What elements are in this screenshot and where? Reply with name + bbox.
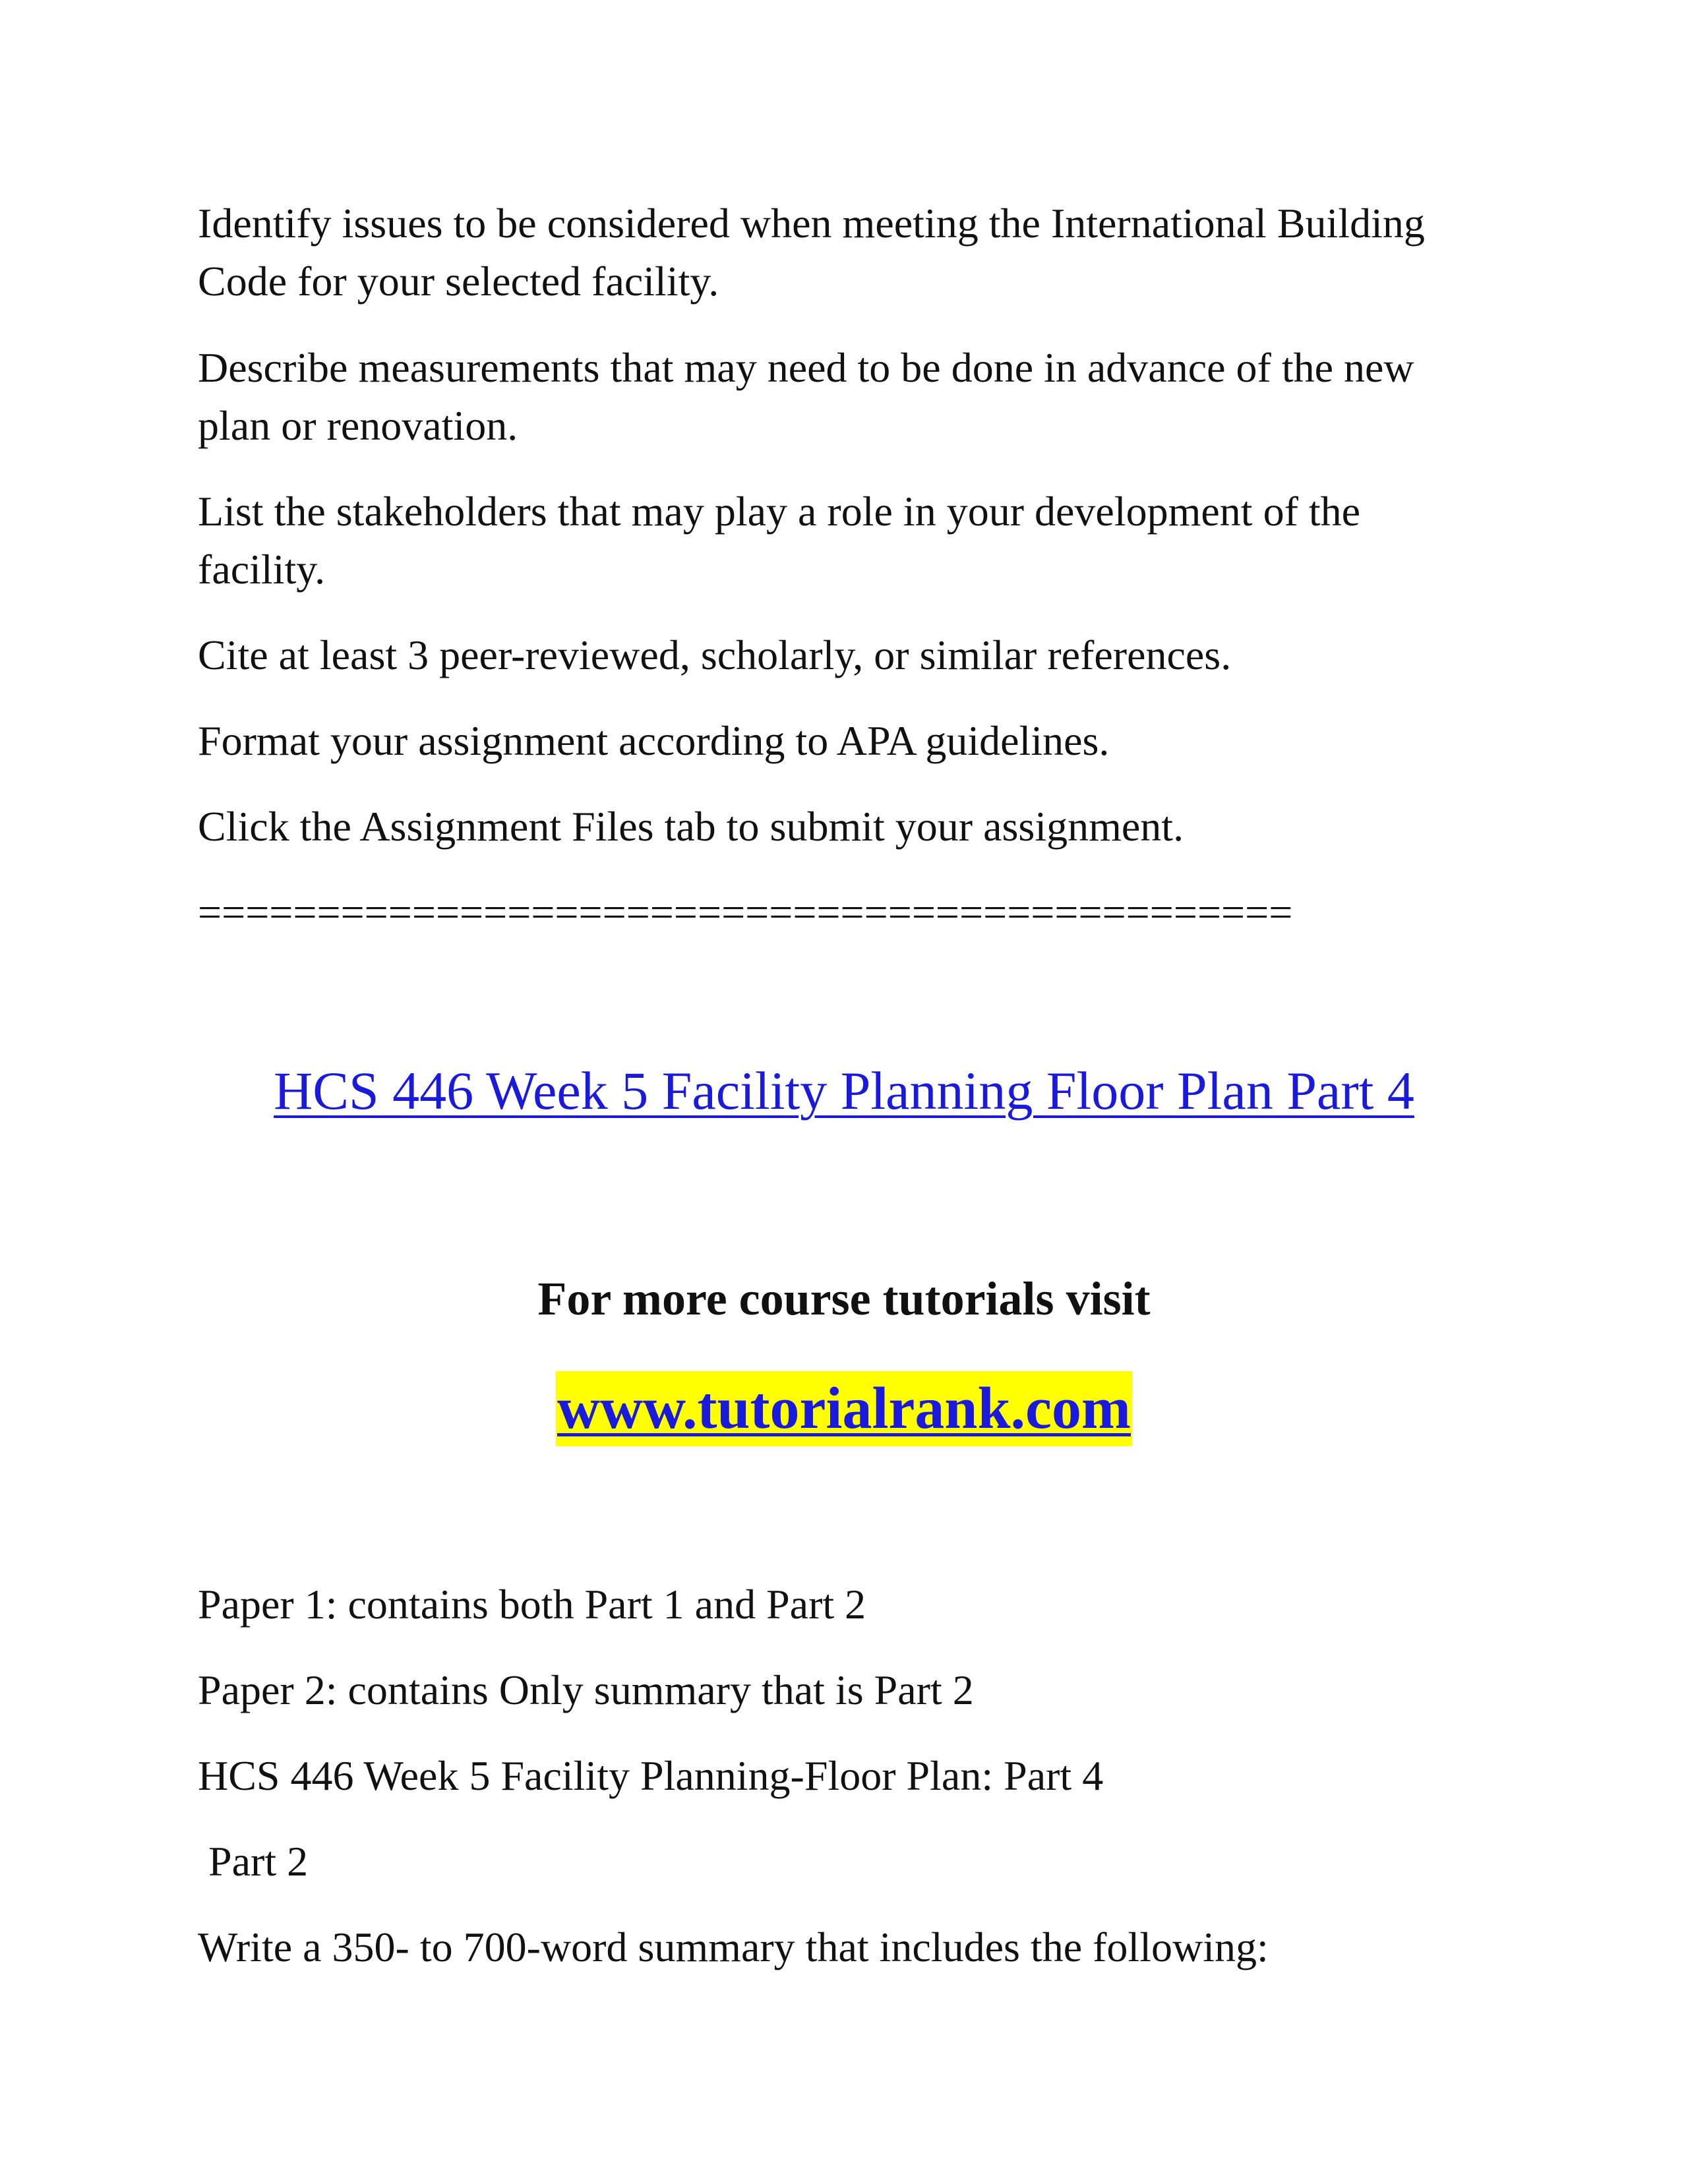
website-link[interactable]: www.tutorialrank.com [556,1371,1132,1446]
instruction-stakeholders: List the stakeholders that may play a role in your development of the facility. [198,488,1361,593]
part-2-heading: Part 2 [198,1838,309,1885]
instruction-submit: Click the Assignment Files tab to submit your assignment. [198,803,1184,850]
assignment-heading: HCS 446 Week 5 Facility Planning-Floor Plan: Part 4 [198,1752,1104,1799]
website-container [0,1371,1688,1450]
instruction-apa: Format your assignment according to APA guidelines. [198,717,1110,764]
instruction-references: Cite at least 3 peer-reviewed, scholarly, or similar references. [198,632,1232,678]
summary-instruction: Write a 350- to 700-word summary that includes the following: [198,1924,1269,1970]
instruction-measurements: Describe measurements that may need to be done in advance of the new plan or renovation. [198,344,1414,449]
instruction-ibc: Identify issues to be considered when meeting the International Building Code for your selected facility. [198,200,1425,305]
visit-heading: For more course tutorials visit [537,1272,1151,1325]
paper-1-note: Paper 1: contains both Part 1 and Part 2 [198,1581,866,1628]
course-title-link[interactable]: HCS 446 Week 5 Facility Planning Floor Plan Part 4 [274,1061,1414,1121]
paper-2-note: Paper 2: contains Only summary that is Part 2 [198,1667,974,1713]
separator-line: ============================================== [198,889,1293,935]
